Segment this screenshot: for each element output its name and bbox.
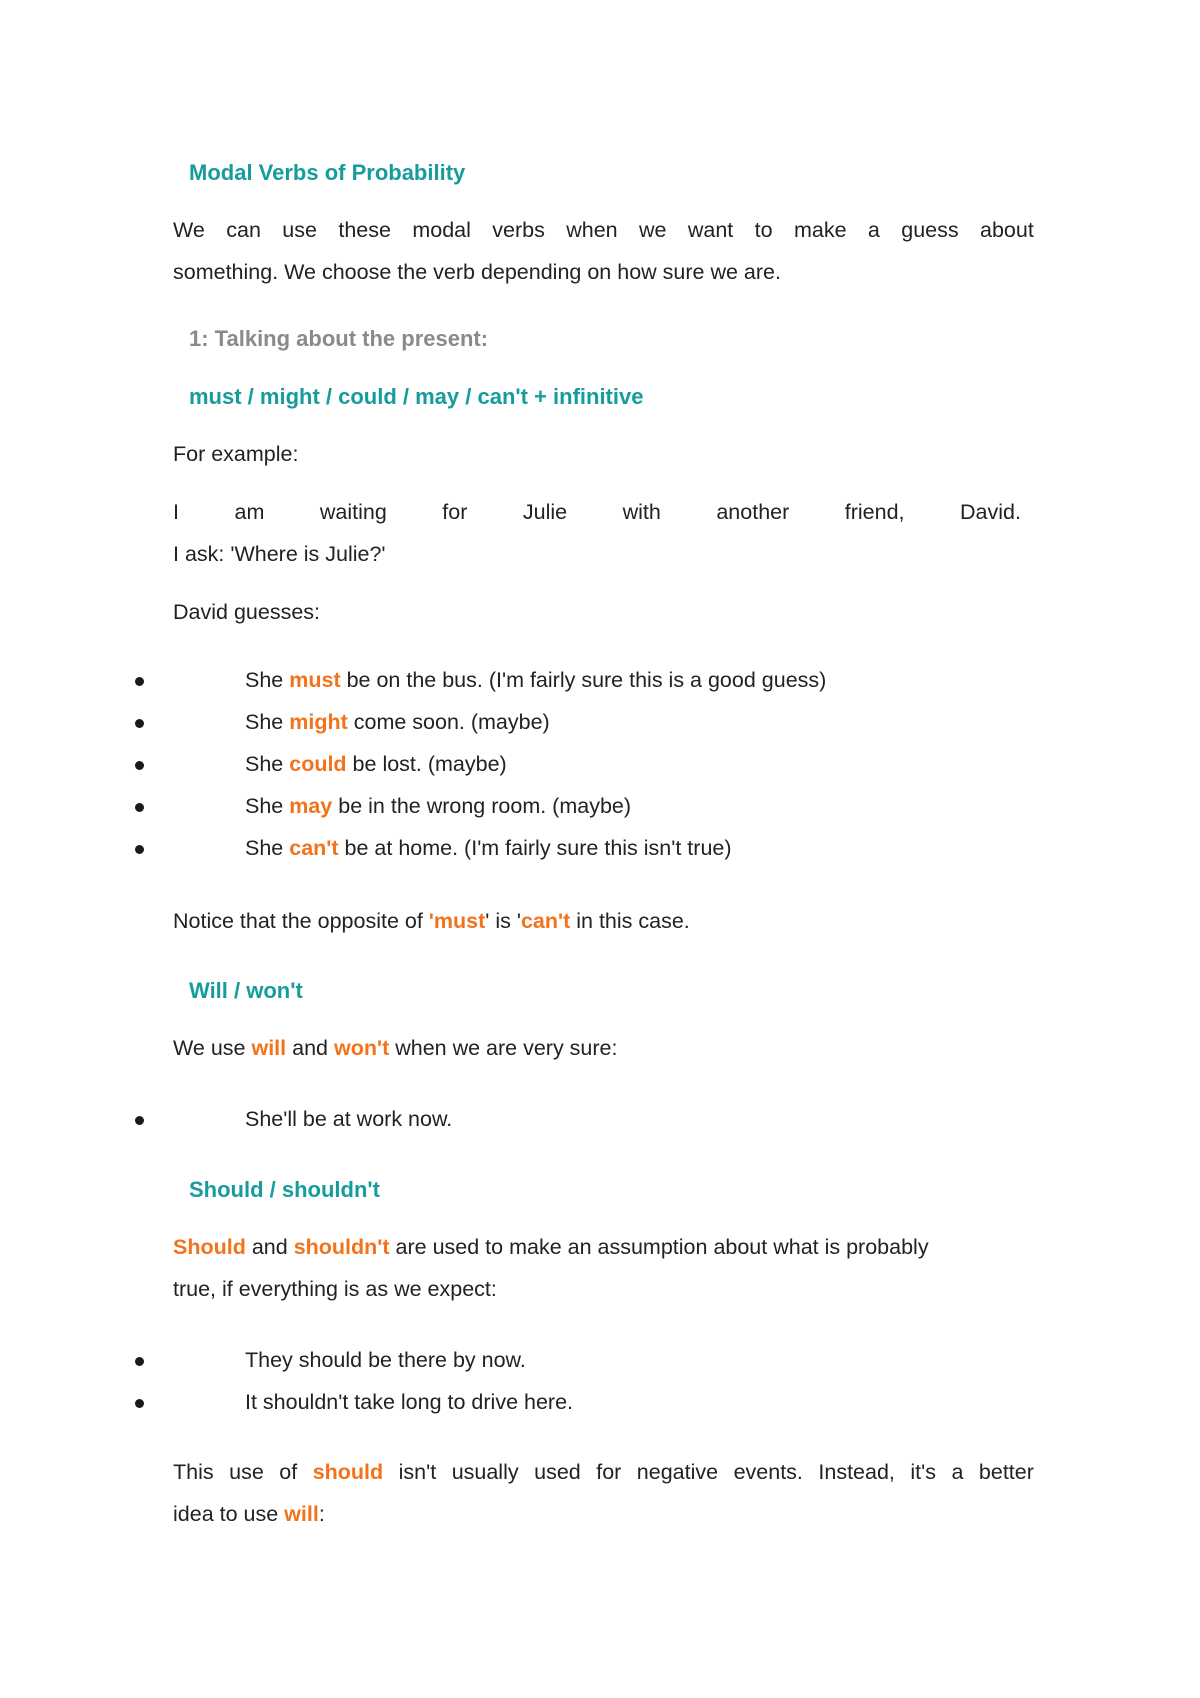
modal-formula: must / might / could / may / can't + infinitive (189, 384, 644, 409)
word: Julie (522, 500, 568, 524)
word: for (596, 1460, 622, 1484)
modal-keyword: should (312, 1460, 384, 1484)
will-text: We use will and won't when we are very sure: (173, 1036, 618, 1060)
intro-line-1 (173, 218, 1034, 243)
word: verbs (492, 218, 545, 242)
bullet-icon (135, 1357, 144, 1366)
word: want (687, 218, 734, 242)
word: with (622, 500, 661, 524)
word: it's (910, 1460, 936, 1484)
for-example-label: For example: (173, 442, 299, 466)
should-text-line-2: true, if everything is as we expect: (173, 1277, 497, 1301)
word: I (173, 500, 179, 524)
word: another (716, 500, 790, 524)
word: events. (733, 1460, 803, 1484)
modal-keyword: must (289, 668, 341, 692)
section-should-heading: Should / shouldn't (189, 1177, 380, 1202)
word: use (229, 1460, 264, 1484)
word: David. (960, 500, 1021, 524)
word: for (442, 500, 468, 524)
page-title: Modal Verbs of Probability (189, 160, 466, 185)
word: usually (451, 1460, 519, 1484)
word: of (279, 1460, 298, 1484)
david-guesses-label: David guesses: (173, 600, 320, 624)
word: better (978, 1460, 1034, 1484)
word: used (534, 1460, 581, 1484)
should-text-line-1: Should and shouldn't are used to make an assumption about what is probably (173, 1235, 929, 1259)
word: negative (636, 1460, 719, 1484)
bullet-icon (135, 1116, 144, 1125)
word: waiting (319, 500, 387, 524)
final-line-2: idea to use will: (173, 1502, 325, 1526)
bullet-icon (135, 761, 144, 770)
word: guess (901, 218, 959, 242)
modal-keyword: could (289, 752, 347, 776)
modal-keyword: may (289, 794, 333, 818)
word: about (980, 218, 1034, 242)
notice-text: Notice that the opposite of 'must' is 'can't in this case. (173, 909, 690, 933)
word: friend, (844, 500, 905, 524)
modal-keyword: might (289, 710, 348, 734)
intro-line-2: something. We choose the verb depending on how sure we are. (173, 260, 781, 284)
word: use (282, 218, 317, 242)
section-will-heading: Will / won't (189, 978, 303, 1003)
word: Instead, (818, 1460, 895, 1484)
bullet-icon (135, 677, 144, 686)
word: a (951, 1460, 964, 1484)
bullet-icon (135, 803, 144, 812)
final-line-1 (173, 1460, 1034, 1485)
word: we (639, 218, 667, 242)
word: these (338, 218, 391, 242)
word: a (867, 218, 880, 242)
word: We (173, 218, 205, 242)
word: when (566, 218, 618, 242)
scenario-line-2: I ask: 'Where is Julie?' (173, 542, 386, 566)
bullet-icon (135, 719, 144, 728)
word: modal (412, 218, 471, 242)
word: isn't (398, 1460, 437, 1484)
word: This (173, 1460, 214, 1484)
scenario-line-1 (173, 500, 1021, 525)
bullet-icon (135, 845, 144, 854)
bullet-icon (135, 1399, 144, 1408)
document-page: Modal Verbs of Probability We can use these modal verbs when we want to make a guess about something. We choose the verb depending on how sure we are. 1: Talking about the present: must / might / could / may / can't + infinitive For example: I am waiting for Julie with another friend, David. I ask: 'Where is Julie?' David guesses: She must be on the bus. (I'm fairly sure this is a good guess) She might come soon. (maybe) She could be lost. (maybe) She may be in the wrong room. (maybe) She can't be at home. (I'm fairly sure this isn't true) Notice that the opposite of 'must' is 'can't in this case. Will / won't We use will and won't when we are very sure: She'll be at work now. Should / shouldn't Should and shouldn't are used to make an assumption about what is probably true, if everything is as we expect: They should be there by now. It shouldn't take long to drive here. This use of should isn't usually used for negative events. Instead, it's a better idea to use will: (0, 0, 1200, 1698)
word: can (226, 218, 261, 242)
word: to (754, 218, 773, 242)
modal-keyword: can't (289, 836, 339, 860)
section-present-heading: 1: Talking about the present: (189, 326, 489, 351)
word: am (234, 500, 265, 524)
word: make (793, 218, 847, 242)
